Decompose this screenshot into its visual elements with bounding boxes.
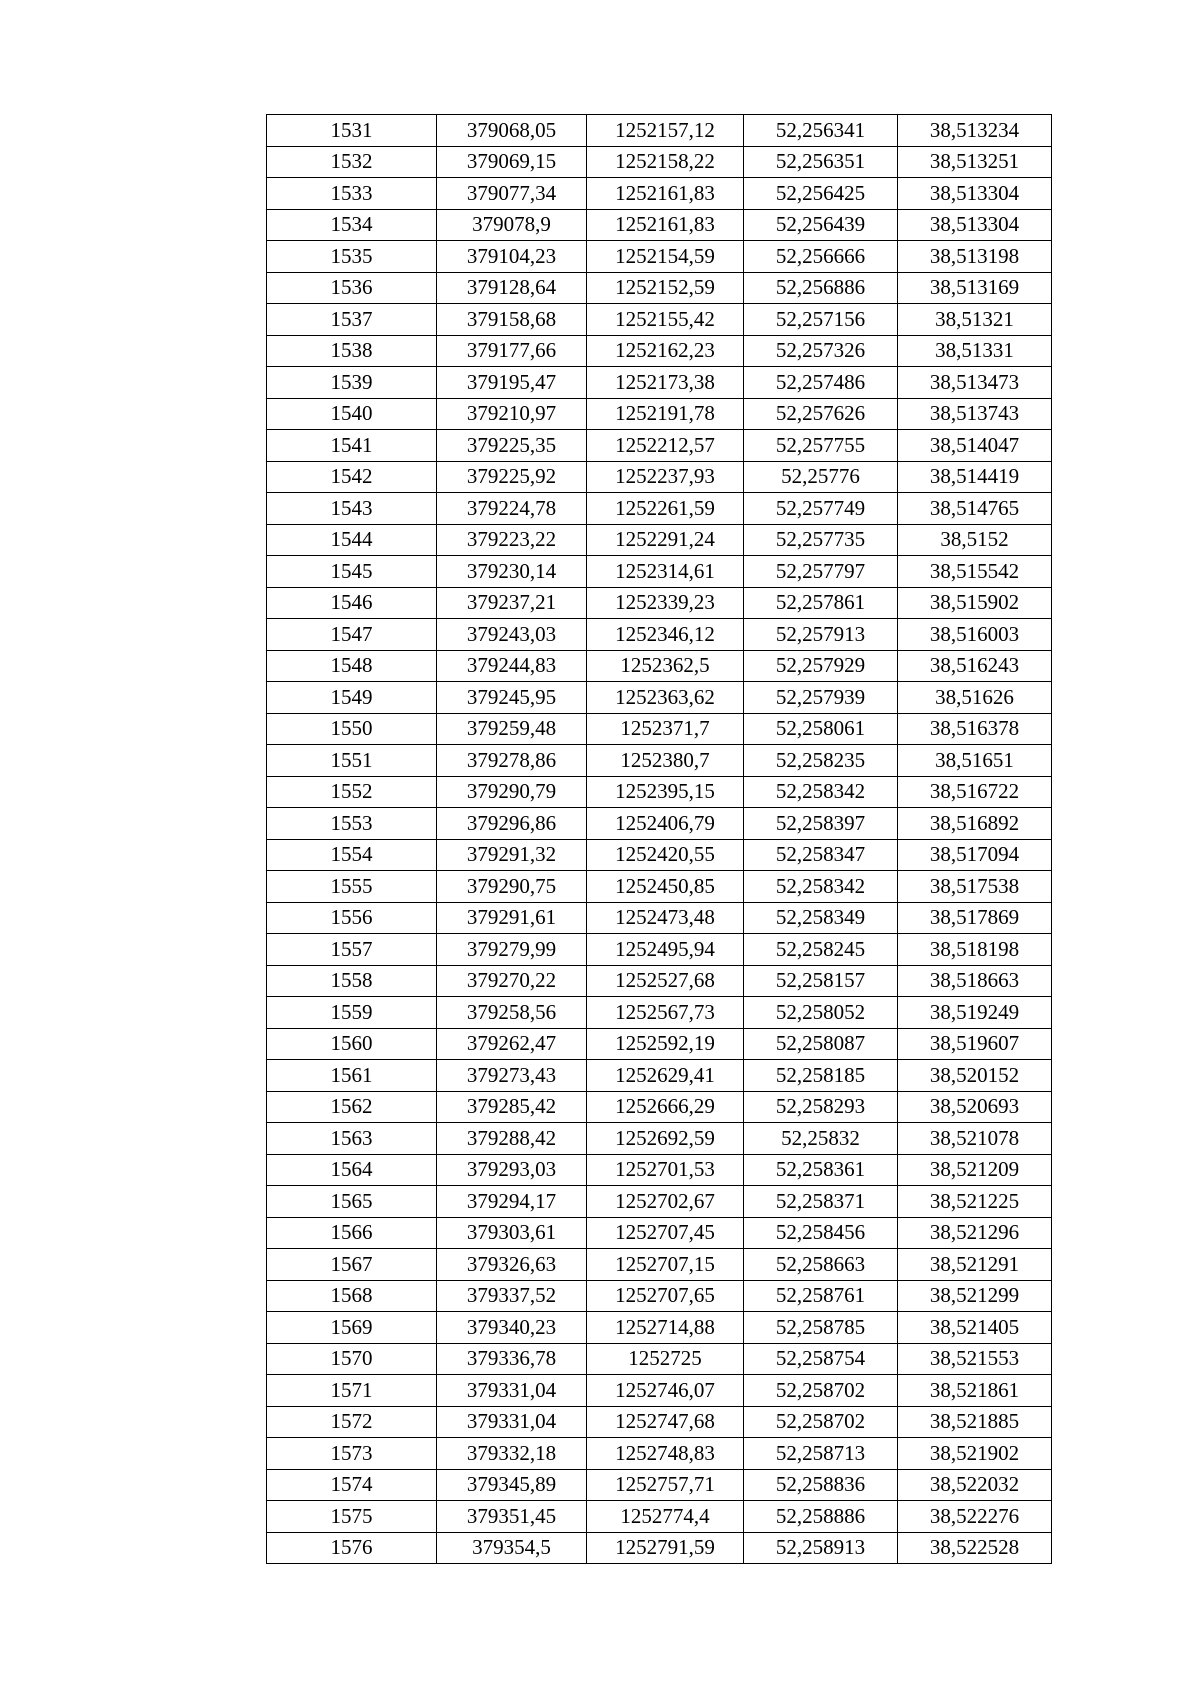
longitude-cell: 38,513304 (898, 178, 1052, 210)
table-row (267, 178, 1052, 210)
x-coordinate-cell: 379259,48 (437, 713, 587, 745)
longitude-cell: 38,516722 (898, 776, 1052, 808)
table-row (267, 682, 1052, 714)
y-coordinate-cell: 1252747,68 (587, 1406, 744, 1438)
x-coordinate-cell: 379195,47 (437, 367, 587, 399)
point-number-cell: 1575 (267, 1501, 437, 1533)
table-row (267, 272, 1052, 304)
longitude-cell: 38,516378 (898, 713, 1052, 745)
longitude-cell: 38,515542 (898, 556, 1052, 588)
y-coordinate-cell: 1252161,83 (587, 178, 744, 210)
table-row (267, 1091, 1052, 1123)
latitude-cell: 52,258702 (744, 1375, 898, 1407)
y-coordinate-cell: 1252714,88 (587, 1312, 744, 1344)
y-coordinate-cell: 1252406,79 (587, 808, 744, 840)
latitude-cell: 52,257735 (744, 524, 898, 556)
table-row (267, 1343, 1052, 1375)
x-coordinate-cell: 379104,23 (437, 241, 587, 273)
longitude-cell: 38,514419 (898, 461, 1052, 493)
longitude-cell: 38,513169 (898, 272, 1052, 304)
latitude-cell: 52,258235 (744, 745, 898, 777)
longitude-cell: 38,518198 (898, 934, 1052, 966)
point-number-cell: 1572 (267, 1406, 437, 1438)
y-coordinate-cell: 1252450,85 (587, 871, 744, 903)
point-number-cell: 1531 (267, 115, 437, 147)
y-coordinate-cell: 1252371,7 (587, 713, 744, 745)
point-number-cell: 1574 (267, 1469, 437, 1501)
coordinates-table-body (267, 115, 1052, 1564)
latitude-cell: 52,257626 (744, 398, 898, 430)
y-coordinate-cell: 1252157,12 (587, 115, 744, 147)
longitude-cell: 38,521885 (898, 1406, 1052, 1438)
longitude-cell: 38,522276 (898, 1501, 1052, 1533)
latitude-cell: 52,257326 (744, 335, 898, 367)
table-row (267, 1312, 1052, 1344)
point-number-cell: 1567 (267, 1249, 437, 1281)
longitude-cell: 38,521296 (898, 1217, 1052, 1249)
x-coordinate-cell: 379223,22 (437, 524, 587, 556)
y-coordinate-cell: 1252362,5 (587, 650, 744, 682)
y-coordinate-cell: 1252212,57 (587, 430, 744, 462)
latitude-cell: 52,25832 (744, 1123, 898, 1155)
table-row (267, 619, 1052, 651)
point-number-cell: 1558 (267, 965, 437, 997)
y-coordinate-cell: 1252495,94 (587, 934, 744, 966)
table-row (267, 146, 1052, 178)
longitude-cell: 38,515902 (898, 587, 1052, 619)
latitude-cell: 52,258886 (744, 1501, 898, 1533)
table-row (267, 839, 1052, 871)
table-row (267, 398, 1052, 430)
y-coordinate-cell: 1252692,59 (587, 1123, 744, 1155)
longitude-cell: 38,514047 (898, 430, 1052, 462)
y-coordinate-cell: 1252173,38 (587, 367, 744, 399)
point-number-cell: 1544 (267, 524, 437, 556)
latitude-cell: 52,25776 (744, 461, 898, 493)
x-coordinate-cell: 379244,83 (437, 650, 587, 682)
y-coordinate-cell: 1252155,42 (587, 304, 744, 336)
latitude-cell: 52,257797 (744, 556, 898, 588)
longitude-cell: 38,517094 (898, 839, 1052, 871)
point-number-cell: 1570 (267, 1343, 437, 1375)
latitude-cell: 52,258361 (744, 1154, 898, 1186)
x-coordinate-cell: 379331,04 (437, 1375, 587, 1407)
y-coordinate-cell: 1252791,59 (587, 1532, 744, 1564)
longitude-cell: 38,513234 (898, 115, 1052, 147)
table-row (267, 965, 1052, 997)
point-number-cell: 1547 (267, 619, 437, 651)
y-coordinate-cell: 1252162,23 (587, 335, 744, 367)
table-row (267, 902, 1052, 934)
point-number-cell: 1539 (267, 367, 437, 399)
x-coordinate-cell: 379068,05 (437, 115, 587, 147)
longitude-cell: 38,518663 (898, 965, 1052, 997)
longitude-cell: 38,520693 (898, 1091, 1052, 1123)
x-coordinate-cell: 379279,99 (437, 934, 587, 966)
point-number-cell: 1551 (267, 745, 437, 777)
y-coordinate-cell: 1252748,83 (587, 1438, 744, 1470)
y-coordinate-cell: 1252261,59 (587, 493, 744, 525)
x-coordinate-cell: 379332,18 (437, 1438, 587, 1470)
point-number-cell: 1533 (267, 178, 437, 210)
x-coordinate-cell: 379158,68 (437, 304, 587, 336)
table-row (267, 934, 1052, 966)
point-number-cell: 1565 (267, 1186, 437, 1218)
longitude-cell: 38,51626 (898, 682, 1052, 714)
table-row (267, 524, 1052, 556)
longitude-cell: 38,517869 (898, 902, 1052, 934)
x-coordinate-cell: 379290,79 (437, 776, 587, 808)
table-row (267, 1501, 1052, 1533)
point-number-cell: 1534 (267, 209, 437, 241)
latitude-cell: 52,257939 (744, 682, 898, 714)
latitude-cell: 52,258342 (744, 776, 898, 808)
y-coordinate-cell: 1252380,7 (587, 745, 744, 777)
latitude-cell: 52,256886 (744, 272, 898, 304)
table-row (267, 745, 1052, 777)
y-coordinate-cell: 1252191,78 (587, 398, 744, 430)
point-number-cell: 1541 (267, 430, 437, 462)
table-row (267, 556, 1052, 588)
y-coordinate-cell: 1252746,07 (587, 1375, 744, 1407)
table-row (267, 1532, 1052, 1564)
x-coordinate-cell: 379296,86 (437, 808, 587, 840)
y-coordinate-cell: 1252567,73 (587, 997, 744, 1029)
y-coordinate-cell: 1252707,45 (587, 1217, 744, 1249)
longitude-cell: 38,51331 (898, 335, 1052, 367)
latitude-cell: 52,258663 (744, 1249, 898, 1281)
table-row (267, 776, 1052, 808)
x-coordinate-cell: 379225,92 (437, 461, 587, 493)
point-number-cell: 1552 (267, 776, 437, 808)
longitude-cell: 38,520152 (898, 1060, 1052, 1092)
table-row (267, 713, 1052, 745)
table-row (267, 587, 1052, 619)
latitude-cell: 52,258349 (744, 902, 898, 934)
table-row (267, 241, 1052, 273)
latitude-cell: 52,258157 (744, 965, 898, 997)
longitude-cell: 38,521225 (898, 1186, 1052, 1218)
table-row (267, 1438, 1052, 1470)
point-number-cell: 1537 (267, 304, 437, 336)
longitude-cell: 38,517538 (898, 871, 1052, 903)
y-coordinate-cell: 1252158,22 (587, 146, 744, 178)
table-row (267, 997, 1052, 1029)
point-number-cell: 1559 (267, 997, 437, 1029)
latitude-cell: 52,257749 (744, 493, 898, 525)
longitude-cell: 38,514765 (898, 493, 1052, 525)
table-row (267, 1186, 1052, 1218)
y-coordinate-cell: 1252592,19 (587, 1028, 744, 1060)
longitude-cell: 38,513743 (898, 398, 1052, 430)
y-coordinate-cell: 1252702,67 (587, 1186, 744, 1218)
latitude-cell: 52,256666 (744, 241, 898, 273)
latitude-cell: 52,258371 (744, 1186, 898, 1218)
table-row (267, 493, 1052, 525)
longitude-cell: 38,51651 (898, 745, 1052, 777)
latitude-cell: 52,257929 (744, 650, 898, 682)
longitude-cell: 38,521405 (898, 1312, 1052, 1344)
point-number-cell: 1536 (267, 272, 437, 304)
latitude-cell: 52,258293 (744, 1091, 898, 1123)
x-coordinate-cell: 379331,04 (437, 1406, 587, 1438)
point-number-cell: 1568 (267, 1280, 437, 1312)
x-coordinate-cell: 379077,34 (437, 178, 587, 210)
longitude-cell: 38,519607 (898, 1028, 1052, 1060)
latitude-cell: 52,257156 (744, 304, 898, 336)
point-number-cell: 1535 (267, 241, 437, 273)
longitude-cell: 38,513251 (898, 146, 1052, 178)
y-coordinate-cell: 1252237,93 (587, 461, 744, 493)
x-coordinate-cell: 379291,32 (437, 839, 587, 871)
latitude-cell: 52,257913 (744, 619, 898, 651)
latitude-cell: 52,258713 (744, 1438, 898, 1470)
point-number-cell: 1561 (267, 1060, 437, 1092)
table-row (267, 430, 1052, 462)
coordinates-table (266, 114, 1052, 1564)
y-coordinate-cell: 1252707,65 (587, 1280, 744, 1312)
y-coordinate-cell: 1252346,12 (587, 619, 744, 651)
longitude-cell: 38,516243 (898, 650, 1052, 682)
table-row (267, 367, 1052, 399)
point-number-cell: 1576 (267, 1532, 437, 1564)
x-coordinate-cell: 379270,22 (437, 965, 587, 997)
x-coordinate-cell: 379294,17 (437, 1186, 587, 1218)
point-number-cell: 1532 (267, 146, 437, 178)
point-number-cell: 1563 (267, 1123, 437, 1155)
longitude-cell: 38,51321 (898, 304, 1052, 336)
latitude-cell: 52,256351 (744, 146, 898, 178)
latitude-cell: 52,258342 (744, 871, 898, 903)
x-coordinate-cell: 379237,21 (437, 587, 587, 619)
table-row (267, 335, 1052, 367)
longitude-cell: 38,521861 (898, 1375, 1052, 1407)
longitude-cell: 38,513304 (898, 209, 1052, 241)
table-row (267, 1123, 1052, 1155)
x-coordinate-cell: 379258,56 (437, 997, 587, 1029)
y-coordinate-cell: 1252725 (587, 1343, 744, 1375)
x-coordinate-cell: 379326,63 (437, 1249, 587, 1281)
longitude-cell: 38,521902 (898, 1438, 1052, 1470)
point-number-cell: 1564 (267, 1154, 437, 1186)
longitude-cell: 38,521209 (898, 1154, 1052, 1186)
latitude-cell: 52,258245 (744, 934, 898, 966)
point-number-cell: 1573 (267, 1438, 437, 1470)
x-coordinate-cell: 379354,5 (437, 1532, 587, 1564)
latitude-cell: 52,258456 (744, 1217, 898, 1249)
point-number-cell: 1562 (267, 1091, 437, 1123)
point-number-cell: 1540 (267, 398, 437, 430)
latitude-cell: 52,258185 (744, 1060, 898, 1092)
latitude-cell: 52,258913 (744, 1532, 898, 1564)
y-coordinate-cell: 1252152,59 (587, 272, 744, 304)
table-row (267, 115, 1052, 147)
table-row (267, 1028, 1052, 1060)
x-coordinate-cell: 379128,64 (437, 272, 587, 304)
x-coordinate-cell: 379303,61 (437, 1217, 587, 1249)
latitude-cell: 52,258052 (744, 997, 898, 1029)
longitude-cell: 38,513198 (898, 241, 1052, 273)
table-row (267, 1154, 1052, 1186)
table-row (267, 304, 1052, 336)
table-row (267, 1406, 1052, 1438)
longitude-cell: 38,521291 (898, 1249, 1052, 1281)
point-number-cell: 1549 (267, 682, 437, 714)
x-coordinate-cell: 379245,95 (437, 682, 587, 714)
x-coordinate-cell: 379291,61 (437, 902, 587, 934)
latitude-cell: 52,258347 (744, 839, 898, 871)
x-coordinate-cell: 379351,45 (437, 1501, 587, 1533)
longitude-cell: 38,521299 (898, 1280, 1052, 1312)
table-row (267, 1060, 1052, 1092)
point-number-cell: 1538 (267, 335, 437, 367)
longitude-cell: 38,522032 (898, 1469, 1052, 1501)
point-number-cell: 1548 (267, 650, 437, 682)
point-number-cell: 1571 (267, 1375, 437, 1407)
y-coordinate-cell: 1252291,24 (587, 524, 744, 556)
x-coordinate-cell: 379337,52 (437, 1280, 587, 1312)
point-number-cell: 1566 (267, 1217, 437, 1249)
x-coordinate-cell: 379293,03 (437, 1154, 587, 1186)
y-coordinate-cell: 1252363,62 (587, 682, 744, 714)
x-coordinate-cell: 379262,47 (437, 1028, 587, 1060)
longitude-cell: 38,519249 (898, 997, 1052, 1029)
point-number-cell: 1545 (267, 556, 437, 588)
table-row (267, 1469, 1052, 1501)
point-number-cell: 1546 (267, 587, 437, 619)
table-row (267, 871, 1052, 903)
y-coordinate-cell: 1252527,68 (587, 965, 744, 997)
table-row (267, 1217, 1052, 1249)
y-coordinate-cell: 1252701,53 (587, 1154, 744, 1186)
y-coordinate-cell: 1252154,59 (587, 241, 744, 273)
latitude-cell: 52,257755 (744, 430, 898, 462)
latitude-cell: 52,258061 (744, 713, 898, 745)
table-row (267, 808, 1052, 840)
latitude-cell: 52,258836 (744, 1469, 898, 1501)
latitude-cell: 52,256341 (744, 115, 898, 147)
table-row (267, 1249, 1052, 1281)
y-coordinate-cell: 1252395,15 (587, 776, 744, 808)
point-number-cell: 1543 (267, 493, 437, 525)
longitude-cell: 38,5152 (898, 524, 1052, 556)
x-coordinate-cell: 379069,15 (437, 146, 587, 178)
y-coordinate-cell: 1252629,41 (587, 1060, 744, 1092)
x-coordinate-cell: 379288,42 (437, 1123, 587, 1155)
point-number-cell: 1550 (267, 713, 437, 745)
y-coordinate-cell: 1252314,61 (587, 556, 744, 588)
point-number-cell: 1553 (267, 808, 437, 840)
x-coordinate-cell: 379225,35 (437, 430, 587, 462)
latitude-cell: 52,257861 (744, 587, 898, 619)
point-number-cell: 1569 (267, 1312, 437, 1344)
point-number-cell: 1557 (267, 934, 437, 966)
y-coordinate-cell: 1252774,4 (587, 1501, 744, 1533)
x-coordinate-cell: 379278,86 (437, 745, 587, 777)
point-number-cell: 1560 (267, 1028, 437, 1060)
point-number-cell: 1542 (267, 461, 437, 493)
x-coordinate-cell: 379078,9 (437, 209, 587, 241)
x-coordinate-cell: 379340,23 (437, 1312, 587, 1344)
x-coordinate-cell: 379290,75 (437, 871, 587, 903)
x-coordinate-cell: 379336,78 (437, 1343, 587, 1375)
point-number-cell: 1554 (267, 839, 437, 871)
x-coordinate-cell: 379177,66 (437, 335, 587, 367)
latitude-cell: 52,258785 (744, 1312, 898, 1344)
x-coordinate-cell: 379345,89 (437, 1469, 587, 1501)
latitude-cell: 52,258702 (744, 1406, 898, 1438)
table-row (267, 1375, 1052, 1407)
x-coordinate-cell: 379273,43 (437, 1060, 587, 1092)
point-number-cell: 1556 (267, 902, 437, 934)
latitude-cell: 52,258087 (744, 1028, 898, 1060)
table-row (267, 650, 1052, 682)
longitude-cell: 38,513473 (898, 367, 1052, 399)
longitude-cell: 38,522528 (898, 1532, 1052, 1564)
latitude-cell: 52,258761 (744, 1280, 898, 1312)
latitude-cell: 52,258754 (744, 1343, 898, 1375)
latitude-cell: 52,257486 (744, 367, 898, 399)
y-coordinate-cell: 1252473,48 (587, 902, 744, 934)
longitude-cell: 38,516003 (898, 619, 1052, 651)
x-coordinate-cell: 379285,42 (437, 1091, 587, 1123)
y-coordinate-cell: 1252420,55 (587, 839, 744, 871)
longitude-cell: 38,521553 (898, 1343, 1052, 1375)
latitude-cell: 52,256425 (744, 178, 898, 210)
x-coordinate-cell: 379243,03 (437, 619, 587, 651)
latitude-cell: 52,258397 (744, 808, 898, 840)
point-number-cell: 1555 (267, 871, 437, 903)
x-coordinate-cell: 379210,97 (437, 398, 587, 430)
longitude-cell: 38,516892 (898, 808, 1052, 840)
y-coordinate-cell: 1252339,23 (587, 587, 744, 619)
longitude-cell: 38,521078 (898, 1123, 1052, 1155)
y-coordinate-cell: 1252666,29 (587, 1091, 744, 1123)
y-coordinate-cell: 1252161,83 (587, 209, 744, 241)
x-coordinate-cell: 379224,78 (437, 493, 587, 525)
y-coordinate-cell: 1252707,15 (587, 1249, 744, 1281)
table-row (267, 461, 1052, 493)
table-row (267, 209, 1052, 241)
table-row (267, 1280, 1052, 1312)
latitude-cell: 52,256439 (744, 209, 898, 241)
x-coordinate-cell: 379230,14 (437, 556, 587, 588)
y-coordinate-cell: 1252757,71 (587, 1469, 744, 1501)
